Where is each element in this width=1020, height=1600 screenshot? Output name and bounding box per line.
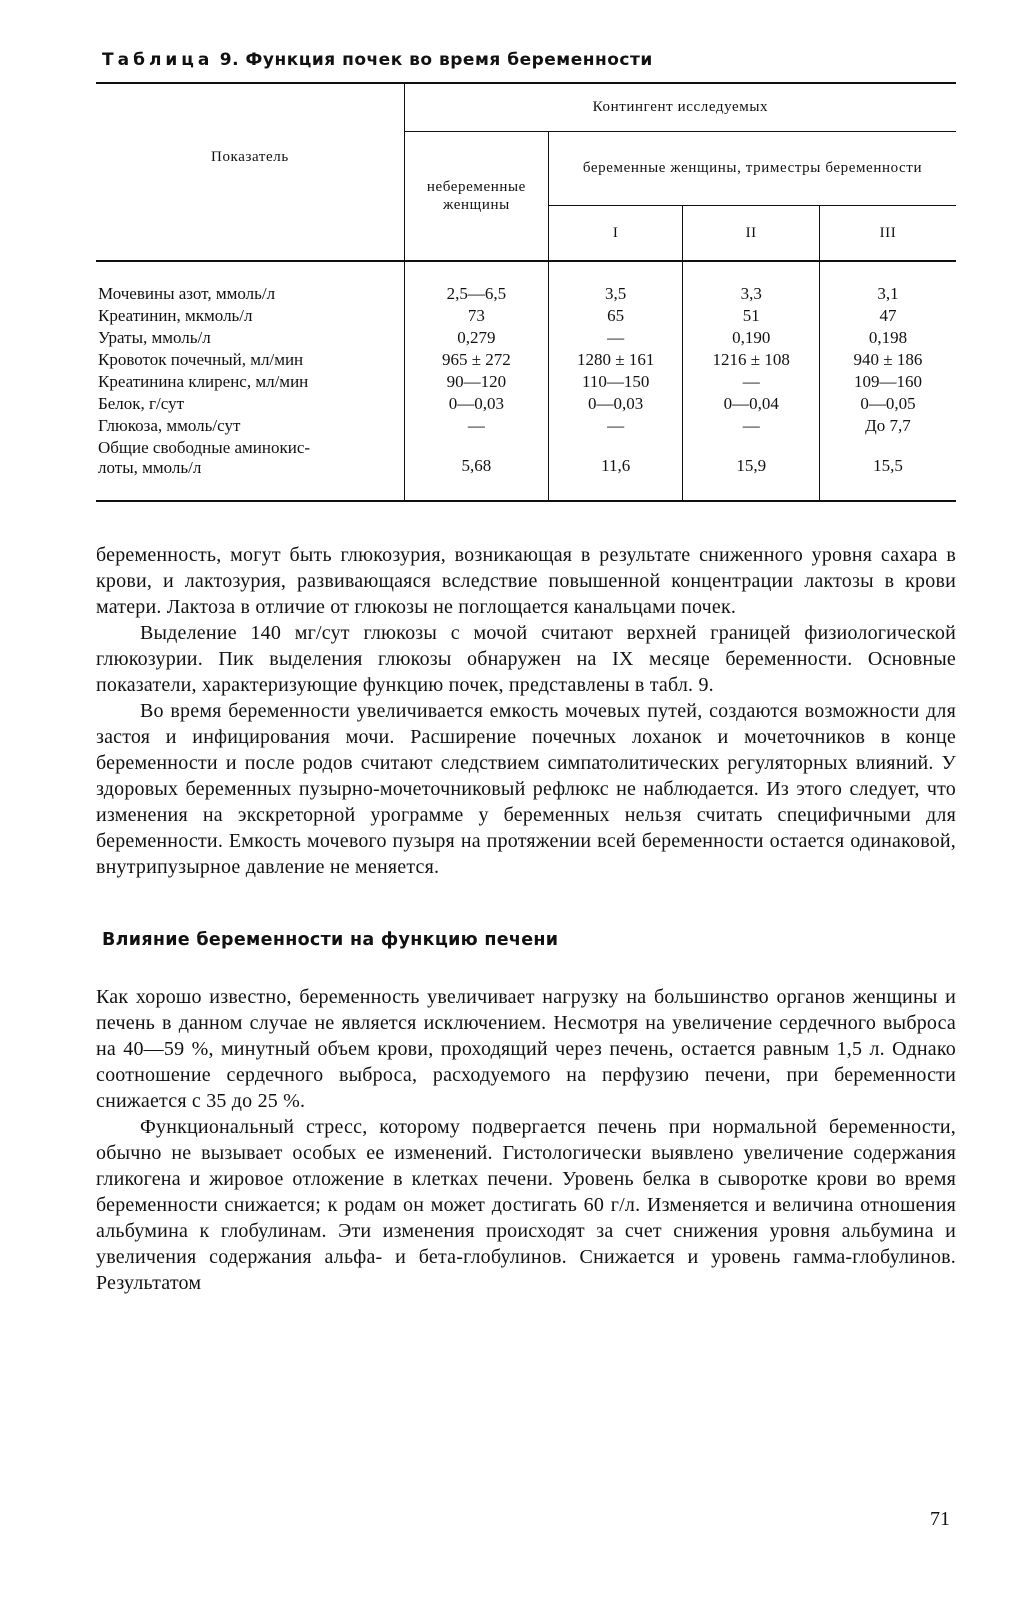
cell-value: 0,198 xyxy=(819,327,956,349)
table-row xyxy=(96,305,956,327)
table-row xyxy=(96,415,956,437)
cell-value: 11,6 xyxy=(548,437,683,501)
cell-value: 15,9 xyxy=(683,437,820,501)
row-label-line: Общие свободные аминокис- xyxy=(98,438,311,457)
paragraph: Во время беременности увеличивается емкость мочевых путей, создаются возможности для застоя и инфицирования мочи. Расширение почечных лоханок и мочеточников в конце беременности и после родов считают следствием симпатолитических регуляторных влияний. У здоровых беременных пузырно-мочеточниковый рефлюкс не наблюдается. Из этого следует, что изменения на экскреторной урограмме у беременных нельзя считать специфичными для беременности. Емкость мочевого пузыря на протяжении всей беременности остается одинаковой, внутрипузырное давление не меняется. xyxy=(96,700,956,878)
cell-value: 0—0,05 xyxy=(819,393,956,415)
row-label: Креатинин, мкмоль/л xyxy=(98,306,253,325)
header-group: Контингент исследуемых xyxy=(404,83,956,131)
header-trimester-2: II xyxy=(683,205,820,261)
row-label: Ураты, ммоль/л xyxy=(98,328,211,347)
cell-value: — xyxy=(548,415,683,437)
header-nonpregnant: небеременные женщины xyxy=(404,131,548,261)
table-row xyxy=(96,437,956,501)
paragraph: Как хорошо известно, беременность увеличивает нагрузку на большинство органов женщины и печень в данном случае не является исключением. Несмотря на увеличение сердечного выброса на 40—59 %, минутный объем крови, проходящий через печень, остается равным 1,5 л. Однако соотношение сердечного выброса, расходуемого на перфузию печени, при беременности снижается с 35 до 25 %. xyxy=(96,986,956,1112)
table-row xyxy=(96,371,956,393)
paragraph: Выделение 140 мг/сут глюкозы с мочой считают верхней границей физиологической глюкозурии. Пик выделения глюкозы обнаружен на IX месяце беременности. Основные показатели, характеризующие функцию почек, представлены в табл. 9. xyxy=(96,622,956,696)
cell-value: 0—0,03 xyxy=(404,393,548,415)
header-trimester-1: I xyxy=(548,205,683,261)
cell-value: 51 xyxy=(683,305,820,327)
header-indicator: Показатель xyxy=(96,83,404,261)
table-row xyxy=(96,393,956,415)
cell-value: 0—0,03 xyxy=(548,393,683,415)
row-label: Глюкоза, ммоль/сут xyxy=(98,416,241,435)
cell-value: 3,1 xyxy=(819,261,956,305)
cell-value: 47 xyxy=(819,305,956,327)
cell-value: — xyxy=(404,415,548,437)
table-caption xyxy=(102,50,956,70)
cell-value: 1216 ± 108 xyxy=(683,349,820,371)
cell-value: 5,68 xyxy=(404,437,548,501)
kidney-function-table xyxy=(96,82,956,502)
row-label xyxy=(96,437,404,501)
table-row xyxy=(96,327,956,349)
cell-value: 90—120 xyxy=(404,371,548,393)
row-label: Кровоток почечный, мл/мин xyxy=(98,350,304,369)
cell-value: 15,5 xyxy=(819,437,956,501)
cell-value: 940 ± 186 xyxy=(819,349,956,371)
page-number: 71 xyxy=(930,1508,950,1530)
paragraph: беременность, могут быть глюкозурия, возникающая в результате сниженного уровня сахара в крови, и лактозурия, развивающаяся вследствие повышенной концентрации лактозы в крови матери. Лактоза в отличие от глюкозы не поглощается канальцами почек. xyxy=(96,544,956,618)
cell-value: 1280 ± 161 xyxy=(548,349,683,371)
row-label: Креатинина клиренс, мл/мин xyxy=(98,372,309,391)
book-page xyxy=(96,50,956,1296)
cell-value: До 7,7 xyxy=(819,415,956,437)
cell-value: 0,279 xyxy=(404,327,548,349)
row-label: Белок, г/сут xyxy=(98,394,184,413)
cell-value: 110—150 xyxy=(548,371,683,393)
cell-value: — xyxy=(683,415,820,437)
cell-value: 73 xyxy=(404,305,548,327)
cell-value: 2,5—6,5 xyxy=(404,261,548,305)
cell-value: 109—160 xyxy=(819,371,956,393)
section-heading: Влияние беременности на функцию печени xyxy=(102,930,559,950)
cell-value: — xyxy=(548,327,683,349)
row-label: Мочевины азот, ммоль/л xyxy=(98,284,276,303)
header-pregnant: беременные женщины, триместры беременности xyxy=(548,131,956,205)
cell-value: 3,3 xyxy=(683,261,820,305)
table-row xyxy=(96,349,956,371)
table-row xyxy=(96,261,956,305)
table-caption-text: 9. Функция почек во время беременности xyxy=(219,50,653,70)
cell-value: 0—0,04 xyxy=(683,393,820,415)
cell-value: 965 ± 272 xyxy=(404,349,548,371)
cell-value: 3,5 xyxy=(548,261,683,305)
table-caption-word: Таблица xyxy=(102,50,214,70)
header-trimester-3: III xyxy=(819,205,956,261)
cell-value: 65 xyxy=(548,305,683,327)
row-label-line: лоты, ммоль/л xyxy=(98,458,202,477)
cell-value: — xyxy=(683,371,820,393)
cell-value: 0,190 xyxy=(683,327,820,349)
paragraph: Функциональный стресс, которому подвергается печень при нормальной беременности, обычно не вызывает особых ее изменений. Гистологически выявлено увеличение содержания гликогена и жировое отложение в клетках печени. Уровень белка в сыворотке крови во время беременности снижается; к родам он может достигать 60 г/л. Изменяется и величина отношения альбумина к глобулинам. Эти изменения происходят за счет снижения уровня альбумина и увеличения содержания альфа- и бета-глобулинов. Снижается и уровень гамма-глобулинов. Результатом xyxy=(96,1116,956,1294)
